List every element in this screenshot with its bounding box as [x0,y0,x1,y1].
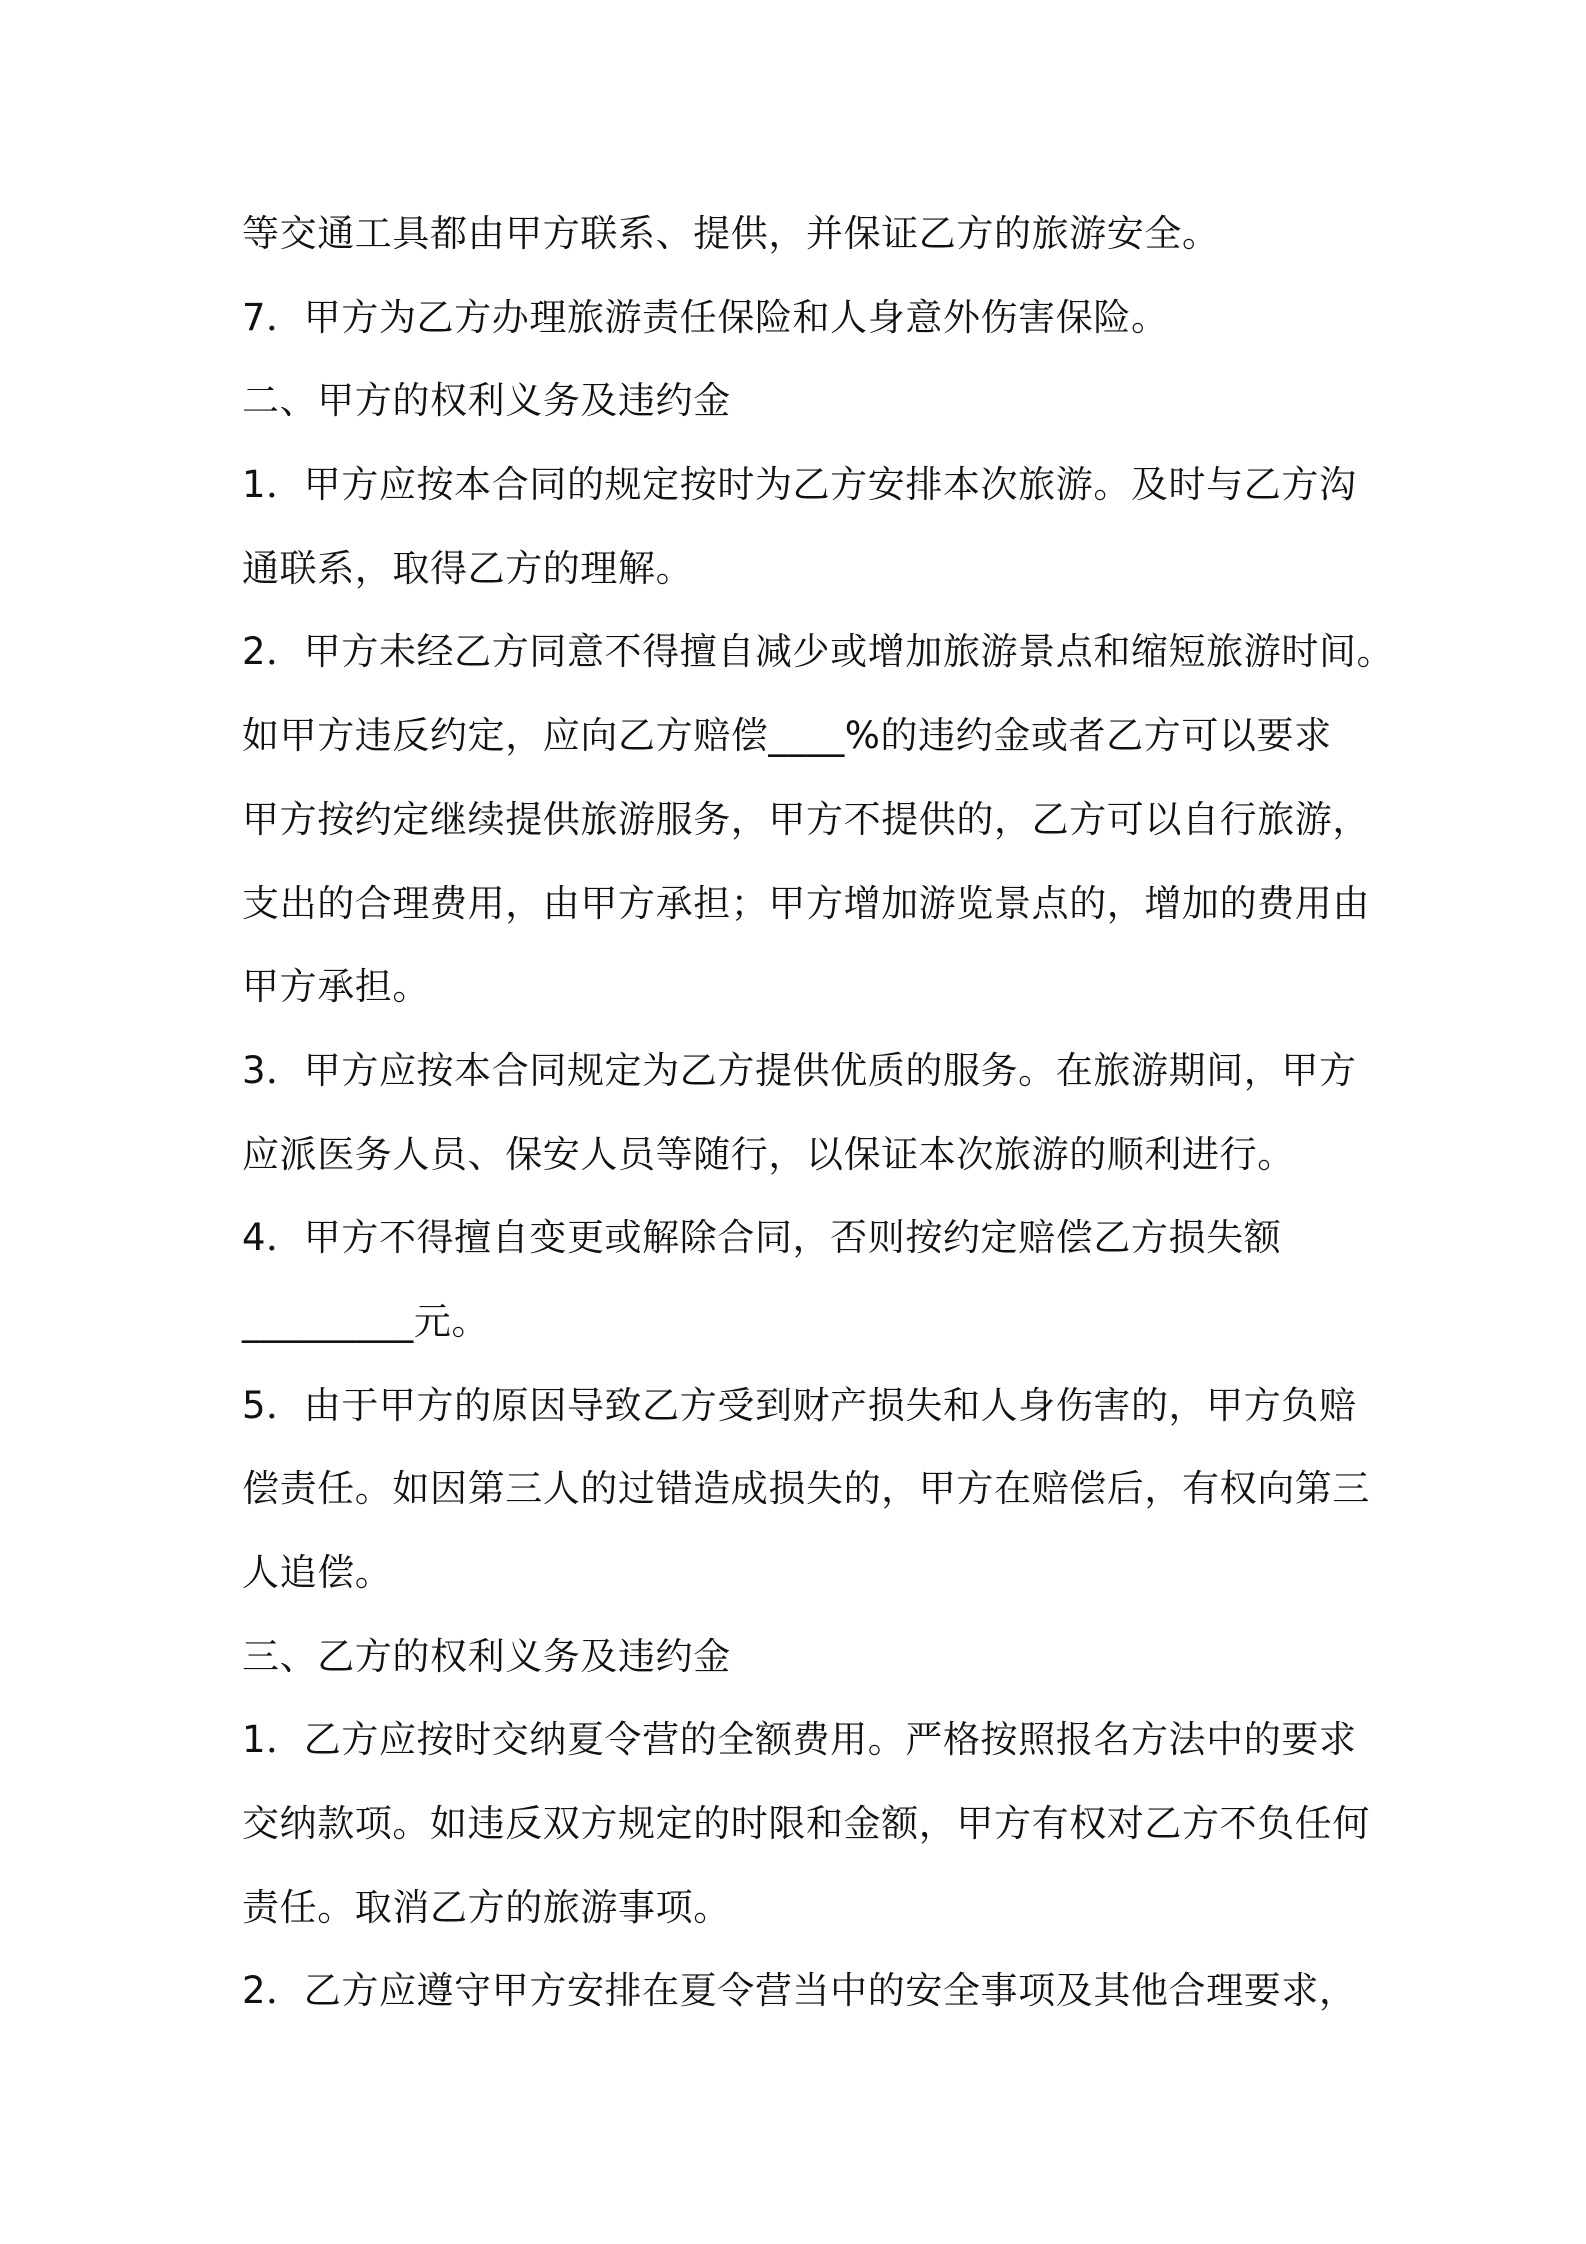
text-line: 交纳款项。如违反双方规定的时限和金额，甲方有权对乙方不负任何 [242,1802,1370,1846]
text-line: 通联系，取得乙方的理解。 [242,546,694,590]
text-line: 1．乙方应按时交纳夏令营的全额费用。严格按照报名方法中的要求 [242,1718,1357,1762]
text-line: 1．甲方应按本合同的规定按时为乙方安排本次旅游。及时与乙方沟 [242,463,1357,507]
text-line: 5．由于甲方的原因导致乙方受到财产损失和人身伤害的，甲方负赔 [242,1383,1357,1427]
contract-body-text [242,192,1395,2033]
text-line: 等交通工具都由甲方联系、提供，并保证乙方的旅游安全。 [242,212,1220,255]
text-line: 甲方按约定继续提供旅游服务，甲方不提供的，乙方可以自行旅游， [242,797,1370,841]
text-line: 偿责任。如因第三人的过错造成损失的，甲方在赔偿后，有权向第三 [242,1467,1370,1511]
text-line: 3．甲方应按本合同规定为乙方提供优质的服务。在旅游期间，甲方 [242,1048,1357,1092]
text-line: 7．甲方为乙方办理旅游责任保险和人身意外伤害保险。 [242,295,1169,339]
section-heading: 二、甲方的权利义务及违约金 [242,379,731,423]
text-line: 如甲方违反约定，应向乙方赔偿____%的违约金或者乙方可以要求 [242,714,1332,758]
text-line: 2．甲方未经乙方同意不得擅自减少或增加旅游景点和缩短旅游时间。 [242,630,1395,674]
text-line: 甲方承担。 [242,965,430,1009]
text-line: 应派医务人员、保安人员等随行，以保证本次旅游的顺利进行。 [242,1132,1295,1176]
section-heading: 三、乙方的权利义务及违约金 [242,1634,731,1678]
text-line: 4．甲方不得擅自变更或解除合同，否则按约定赔偿乙方损失额 [242,1216,1282,1260]
text-line: 支出的合理费用，由甲方承担；甲方增加游览景点的，增加的费用由 [242,881,1370,925]
text-line: 责任。取消乙方的旅游事项。 [242,1885,731,1929]
text-line: _________元。 [242,1299,490,1343]
text-line: 2．乙方应遵守甲方安排在夏令营当中的安全事项及其他合理要求， [242,1969,1357,2013]
text-line: 人追偿。 [242,1551,393,1594]
